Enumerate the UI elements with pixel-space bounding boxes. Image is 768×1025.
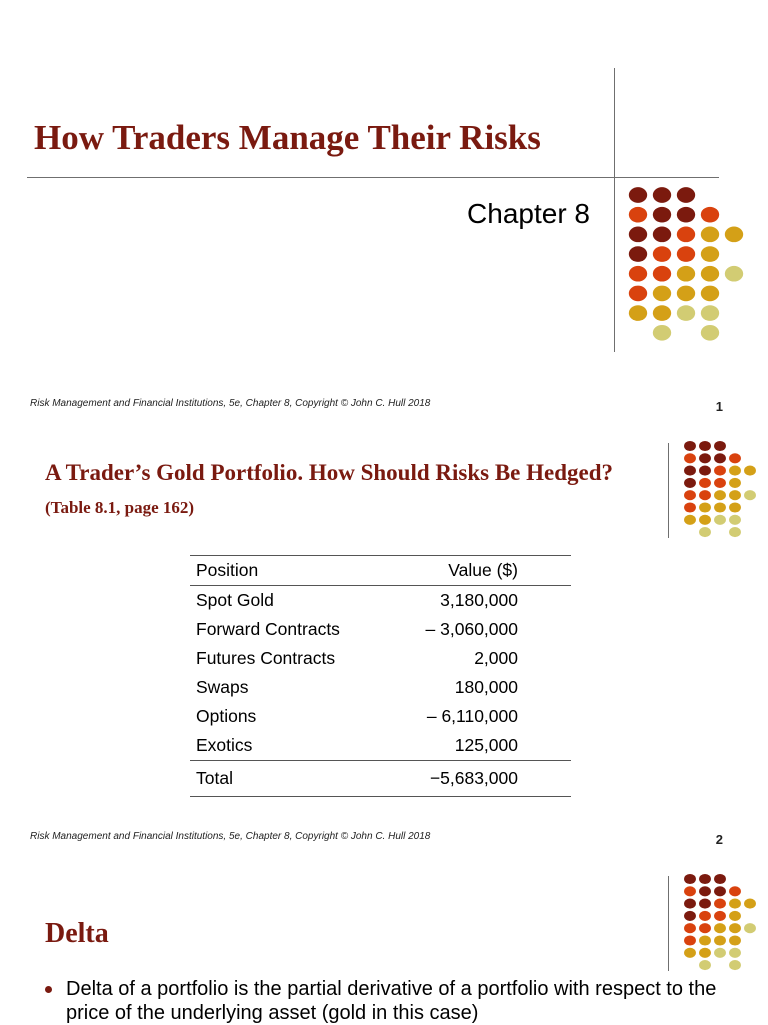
decorative-dot	[714, 490, 726, 500]
decorative-dot	[699, 923, 711, 933]
decorative-dot	[701, 286, 719, 302]
decorative-dot	[699, 935, 711, 945]
table-cell-position: Swaps	[196, 677, 249, 697]
decorative-dot	[701, 325, 719, 341]
decorative-dot	[699, 874, 711, 884]
decorative-dot	[699, 466, 711, 476]
decorative-dot	[699, 886, 711, 896]
decorative-dot	[629, 207, 647, 223]
decorative-dot	[744, 899, 756, 909]
table-row	[190, 644, 571, 673]
slide2-title-text: A Trader’s Gold Portfolio. How Should Risks Be Hedged?	[45, 460, 614, 485]
slide2-footer: Risk Management and Financial Institutions, 5e, Chapter 8, Copyright © John C. Hull 2018	[30, 831, 431, 842]
decorative-dot	[729, 960, 741, 970]
decorative-dot	[729, 515, 741, 525]
decorative-dot	[699, 453, 711, 463]
slide2-divider-vertical	[668, 443, 669, 538]
decorative-dot	[684, 948, 696, 958]
decorative-dot	[729, 490, 741, 500]
table-header-position: Position	[190, 556, 383, 586]
decorative-dot	[653, 305, 671, 321]
decorative-dot	[684, 515, 696, 525]
decorative-dot	[684, 935, 696, 945]
table-cell-value: 125,000	[454, 735, 518, 755]
decorative-dot	[701, 266, 719, 282]
table-cell-value: 2,000	[474, 648, 518, 668]
decorative-dot	[677, 227, 695, 243]
decorative-dot	[699, 515, 711, 525]
decorative-dot	[653, 325, 671, 341]
decorative-dot	[714, 886, 726, 896]
decorative-dot	[677, 207, 695, 223]
decorative-dot	[629, 187, 647, 203]
decorative-dot	[714, 874, 726, 884]
decorative-dot	[684, 923, 696, 933]
decorative-dot	[629, 286, 647, 302]
decorative-dot	[699, 911, 711, 921]
decorative-dot	[744, 923, 756, 933]
decorative-dot	[699, 899, 711, 909]
decorative-dot	[701, 207, 719, 223]
decorative-dot	[714, 911, 726, 921]
decorative-dot	[653, 266, 671, 282]
slide2-page-number: 2	[715, 832, 723, 847]
decorative-dot	[684, 478, 696, 488]
slide2-title-ref: (Table 8.1, page 162)	[45, 498, 195, 517]
decorative-dot	[699, 527, 711, 537]
decorative-dots-large	[620, 185, 740, 325]
decorative-dots-small	[680, 873, 760, 963]
decorative-dot	[714, 899, 726, 909]
table-header-value: Value ($)	[383, 556, 571, 586]
table-row	[190, 702, 571, 731]
decorative-dot	[714, 502, 726, 512]
decorative-dot	[725, 227, 743, 243]
decorative-dot	[653, 286, 671, 302]
table-cell-position: Futures Contracts	[196, 648, 336, 668]
decorative-dot	[677, 286, 695, 302]
decorative-dot	[714, 441, 726, 451]
decorative-dot	[729, 923, 741, 933]
decorative-dot	[725, 266, 743, 282]
decorative-dot	[684, 874, 696, 884]
decorative-dot	[744, 466, 756, 476]
decorative-dot	[653, 227, 671, 243]
table-header-row	[190, 556, 571, 586]
table-row	[190, 615, 571, 644]
decorative-dot	[714, 466, 726, 476]
table-row	[190, 673, 571, 702]
portfolio-table	[190, 555, 571, 797]
decorative-dot	[714, 515, 726, 525]
decorative-dot	[684, 502, 696, 512]
decorative-dot	[629, 227, 647, 243]
decorative-dot	[653, 187, 671, 203]
table-row	[190, 586, 571, 616]
decorative-dot	[699, 478, 711, 488]
slide3-divider-vertical	[668, 876, 669, 971]
decorative-dot	[714, 948, 726, 958]
slide1-subtitle: Chapter 8	[467, 198, 590, 229]
table-cell-value: 3,180,000	[440, 590, 518, 610]
table-cell-value: – 3,060,000	[425, 619, 518, 639]
table-total-row	[190, 761, 571, 797]
table-cell-position: Exotics	[196, 735, 253, 755]
decorative-dot	[684, 899, 696, 909]
table-total-value: −5,683,000	[383, 761, 571, 797]
decorative-dot	[629, 305, 647, 321]
table-total-label: Total	[190, 761, 383, 797]
slide3-title: Delta	[45, 918, 109, 949]
decorative-dot	[729, 948, 741, 958]
decorative-dot	[701, 227, 719, 243]
decorative-dot	[699, 502, 711, 512]
table-cell-value: – 6,110,000	[426, 706, 518, 726]
decorative-dot	[714, 923, 726, 933]
decorative-dot	[729, 911, 741, 921]
decorative-dot	[729, 886, 741, 896]
decorative-dot	[729, 527, 741, 537]
decorative-dot	[701, 246, 719, 262]
slide3-bullet-text: Delta of a portfolio is the partial derivative of a portfolio with respect to the price of the underlying asset (gold in this case)	[66, 978, 717, 1024]
slide1-divider-vertical	[614, 68, 615, 352]
decorative-dot	[677, 187, 695, 203]
decorative-dot	[714, 935, 726, 945]
table-cell-position: Options	[196, 706, 257, 726]
decorative-dot	[744, 490, 756, 500]
decorative-dot	[684, 911, 696, 921]
decorative-dot	[684, 886, 696, 896]
decorative-dot	[714, 478, 726, 488]
decorative-dot	[653, 246, 671, 262]
slide1-page-number: 1	[715, 399, 723, 414]
decorative-dot	[629, 266, 647, 282]
decorative-dot	[729, 935, 741, 945]
decorative-dot	[629, 246, 647, 262]
decorative-dot	[684, 490, 696, 500]
decorative-dot	[684, 466, 696, 476]
slide1-divider-horizontal	[27, 177, 719, 178]
slide1-footer: Risk Management and Financial Institutions, 5e, Chapter 8, Copyright © John C. Hull 2018	[30, 398, 431, 409]
decorative-dot	[729, 899, 741, 909]
table-cell-position: Forward Contracts	[196, 619, 340, 639]
decorative-dots-small	[680, 440, 760, 530]
decorative-dot	[699, 960, 711, 970]
decorative-dot	[714, 453, 726, 463]
slide2-title	[45, 456, 645, 524]
decorative-dot	[701, 305, 719, 321]
table-cell-value: 180,000	[454, 677, 518, 697]
decorative-dot	[677, 266, 695, 282]
decorative-dot	[677, 246, 695, 262]
decorative-dot	[677, 305, 695, 321]
decorative-dot	[729, 478, 741, 488]
decorative-dot	[729, 466, 741, 476]
bullet-dot-icon	[45, 986, 52, 993]
decorative-dot	[699, 441, 711, 451]
decorative-dot	[729, 502, 741, 512]
table-cell-position: Spot Gold	[196, 590, 274, 610]
decorative-dot	[684, 441, 696, 451]
decorative-dot	[653, 207, 671, 223]
table-row	[190, 731, 571, 761]
decorative-dot	[699, 490, 711, 500]
decorative-dot	[684, 453, 696, 463]
decorative-dot	[729, 453, 741, 463]
slide1-title: How Traders Manage Their Risks	[34, 118, 541, 157]
decorative-dot	[699, 948, 711, 958]
